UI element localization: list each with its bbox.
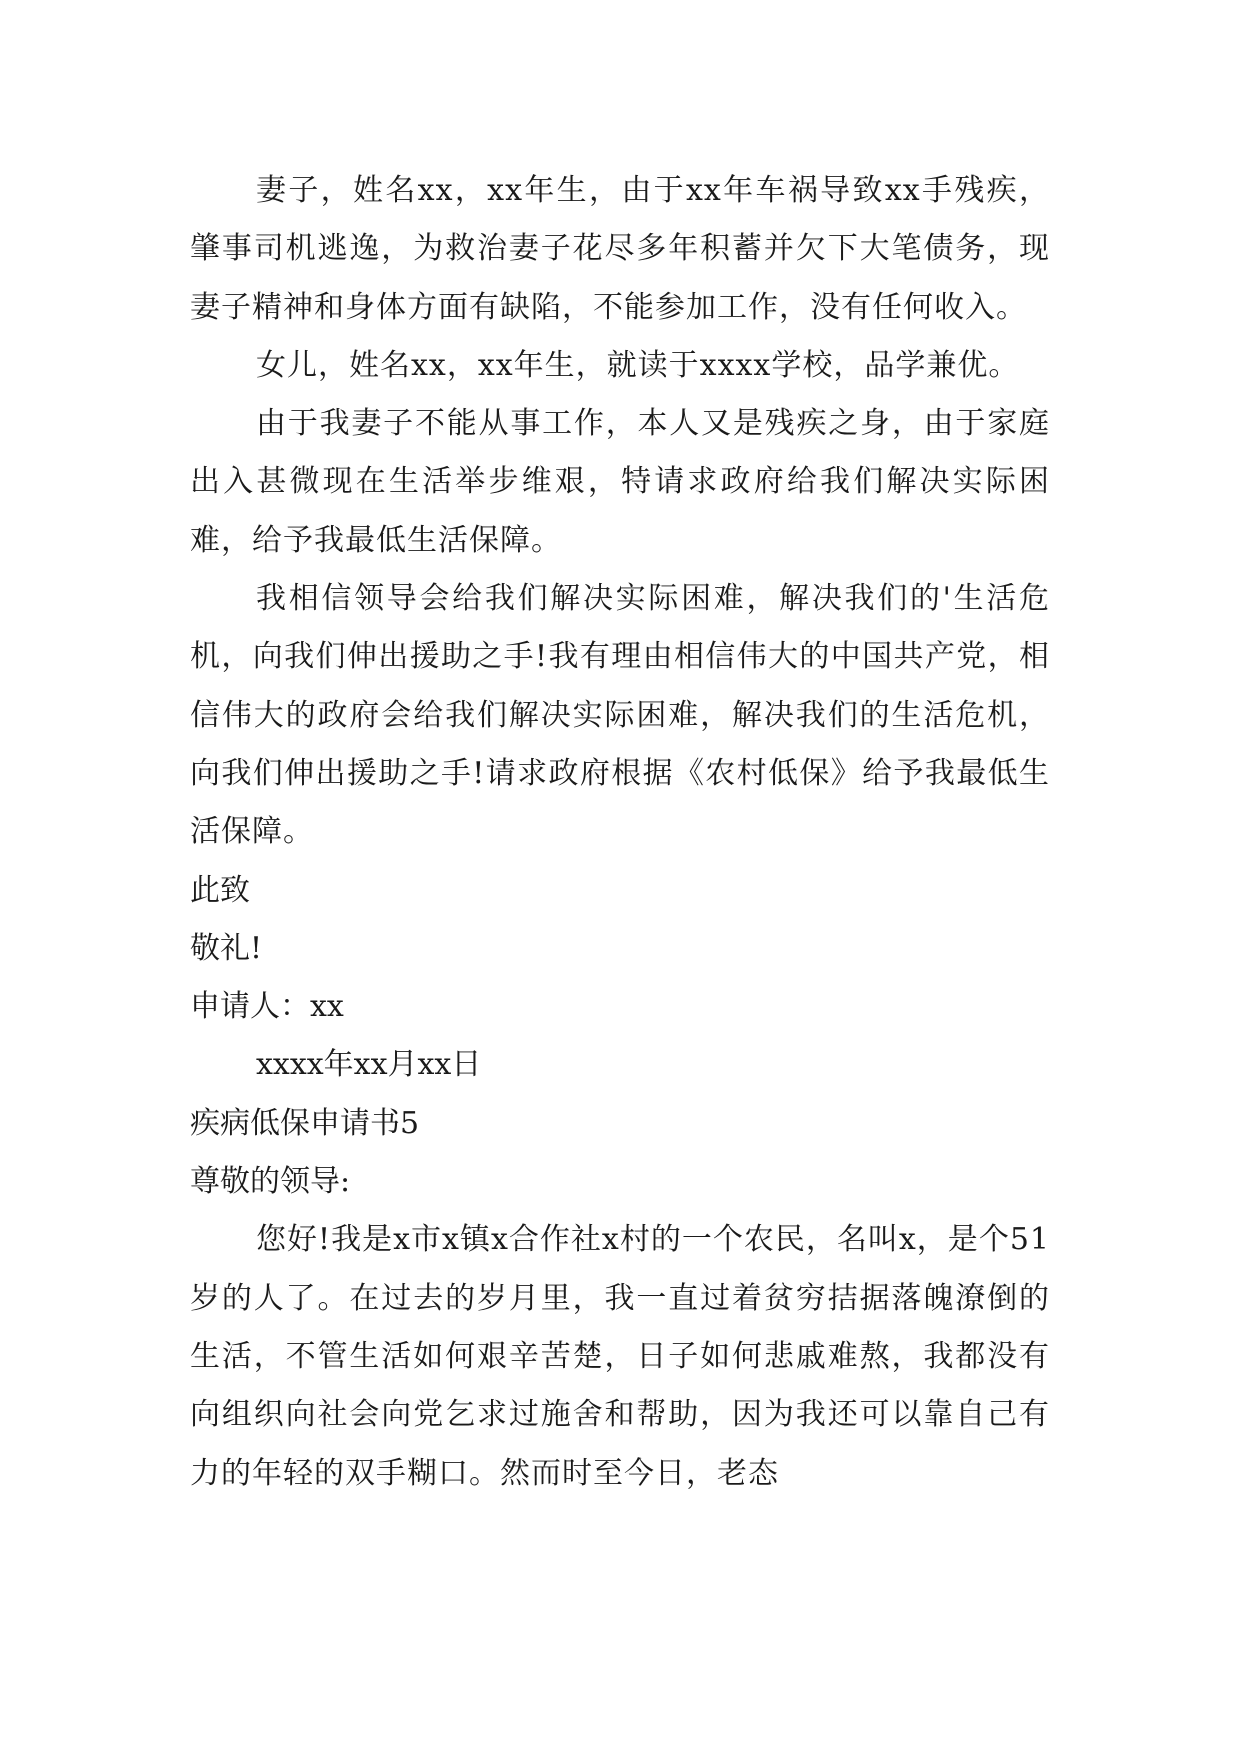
paragraph-wife: 妻子，姓名xx，xx年生，由于xx年车祸导致xx手残疾，肇事司机逃逸，为救治妻子花尽多年积蓄并欠下大笔债务，现妻子精神和身体方面有缺陷，不能参加工作，没有任何收入。 [190, 173, 1050, 325]
paragraph-intro: 您好!我是x市x镇x合作社x村的一个农民，名叫x，是个51岁的人了。在过去的岁月里，我一直过着贫穷拮据落魄潦倒的生活，不管生活如何艰辛苦楚，日子如何悲戚难熬，我都没有向组织向社会向党乞求过施舍和帮助，因为我还可以靠自己有力的年轻的双手糊口。然而时至今日，老态 [190, 1222, 1050, 1491]
section-title: 疾病低保申请书5 [190, 1105, 420, 1141]
date-line: xxxx年xx月xx日 [256, 1047, 482, 1083]
applicant-signature: 申请人：xx [190, 989, 344, 1025]
paragraph-request: 由于我妻子不能从事工作，本人又是残疾之身，由于家庭出入甚微现在生活举步维艰，特请求政府给我们解决实际困难，给予我最低生活保障。 [190, 406, 1050, 558]
document-body [190, 162, 1050, 1503]
paragraph-trust: 我相信领导会给我们解决实际困难，解决我们的'生活危机，向我们伸出援助之手!我有理由相信伟大的中国共产党，相信伟大的政府会给我们解决实际困难，解决我们的生活危机，向我们伸出援助之手!请求政府根据《农村低保》给予我最低生活保障。 [190, 581, 1050, 850]
closing-text: 此致 [190, 872, 250, 908]
paragraph-daughter: 女儿，姓名xx，xx年生，就读于xxxx学校，品学兼优。 [256, 347, 1020, 383]
greeting-text: 尊敬的领导: [190, 1164, 351, 1200]
salute-text: 敬礼! [190, 930, 263, 966]
